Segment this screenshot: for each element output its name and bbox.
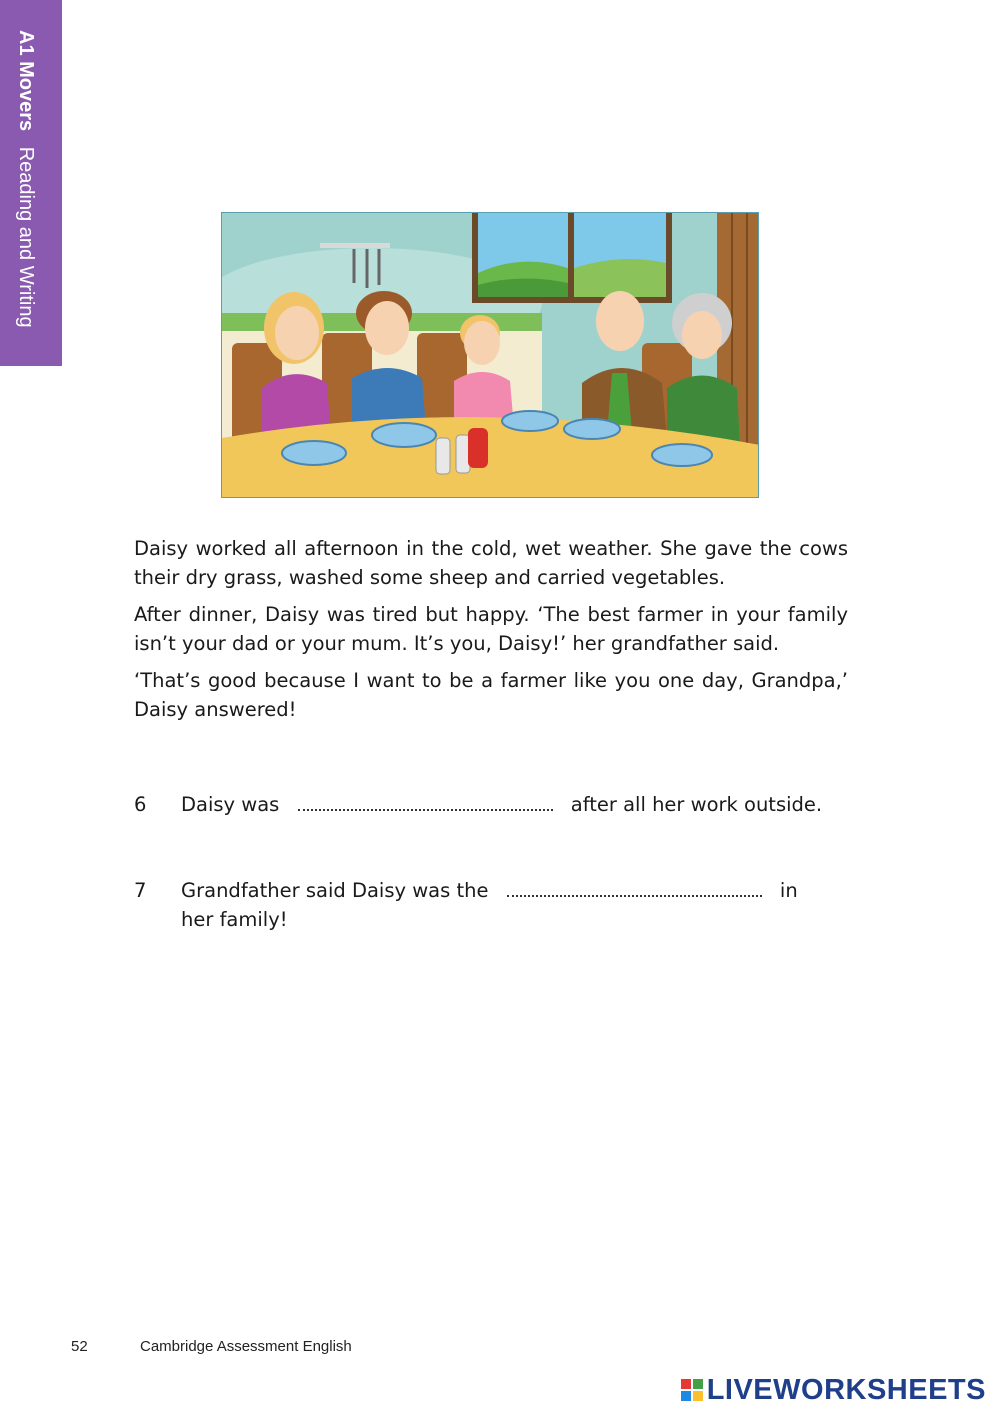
liveworksheets-icon: [681, 1379, 703, 1401]
question-7: [134, 876, 848, 934]
question-text-before: Grandfather said Daisy was the: [181, 879, 489, 902]
publisher-name: Cambridge Assessment English: [140, 1338, 352, 1355]
family-dinner-illustration: [221, 212, 759, 498]
question-text-after: after all her work outside.: [570, 793, 823, 816]
question-6: [134, 790, 848, 819]
side-tab-paper: Reading and Writing: [15, 146, 37, 328]
question-text-before: Daisy was: [181, 793, 280, 816]
answer-gap-6[interactable]: [298, 791, 553, 811]
question-number: 7: [134, 879, 147, 902]
liveworksheets-logo: [681, 1372, 986, 1408]
liveworksheets-wordmark: LIVEWORKSHEETS: [706, 1373, 986, 1406]
side-tab: [0, 0, 62, 366]
reading-passage: [134, 534, 848, 732]
passage-paragraph: ‘That’s good because I want to be a farmer like you one day, Grandpa,’ Daisy answered!: [134, 669, 848, 721]
page-number: 52: [71, 1338, 88, 1355]
passage-paragraph: After dinner, Daisy was tired but happy. ‘The best farmer in your family isn’t your dad or your mum. It’s you, Daisy!’ her grandfather said.: [134, 603, 848, 655]
question-text-after: in her family!: [181, 879, 798, 931]
side-tab-level: A1 Movers: [15, 30, 37, 132]
question-number: 6: [134, 793, 147, 816]
side-tab-text: [14, 30, 37, 328]
passage-paragraph: Daisy worked all afternoon in the cold, wet weather. She gave the cows their dry grass, washed some sheep and carried vegetables.: [134, 537, 848, 589]
answer-gap-7[interactable]: [507, 877, 762, 897]
